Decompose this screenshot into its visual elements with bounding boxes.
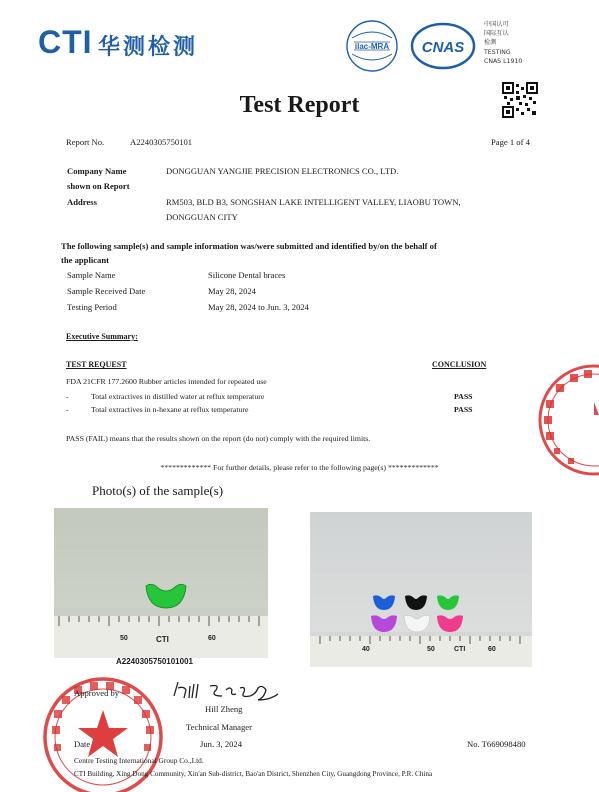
address-label: Address (67, 197, 97, 207)
photo2-ruler-cti: CTI (454, 646, 466, 653)
photo2-ruler-40: 40 (362, 646, 370, 653)
cnas-logo (410, 22, 476, 70)
test-1-result: PASS (454, 392, 473, 401)
testing-period-label: Testing Period (67, 302, 117, 312)
footer-company: Centre Testing International Group Co.,Ltd. (74, 756, 204, 765)
green-brace-sample (144, 580, 188, 610)
photo2-ruler-60: 60 (488, 646, 496, 653)
address-line-2: DONGGUAN CITY (166, 212, 238, 222)
photo1-ruler-cti: CTI (156, 635, 169, 644)
test-2-name: Total extractives in n-hexane at reflux temperature (91, 405, 249, 414)
handwritten-signature (170, 676, 282, 704)
intro-line-2: the applicant (61, 255, 109, 265)
test-2-result: PASS (454, 405, 473, 414)
signatory-title: Technical Manager (186, 722, 252, 732)
pass-fail-note: PASS (FAIL) means that the results shown on the report (do not) comply with the required limits. (66, 434, 371, 443)
photos-title: Photo(s) of the sample(s) (92, 483, 224, 498)
footer-address: CTI Building, Xing Dong Community, Xin'an Sub-district, Bao'an District, Shenzhen City, Guangdong Province, P.R. China (74, 770, 433, 778)
company-name: DONGGUAN YANGJIE PRECISION ELECTRONICS CO., LTD. (166, 166, 399, 176)
photo-caption: A2240305750101001 (116, 657, 193, 666)
cti-logo-chinese: 华测检测 (98, 35, 199, 60)
ilac-mra-logo (344, 18, 400, 74)
address-line-1: RM503, BLD B3, SONGSHAN LAKE INTELLIGENT VALLEY, LIAOBU TOWN, (166, 197, 461, 207)
test-request-header: TEST REQUEST (66, 360, 127, 369)
page-number: Page 1 of 4 (491, 137, 530, 147)
signatory-name: Hill Zheng (205, 704, 243, 714)
company-name-label: Company Name (67, 166, 127, 176)
report-no-label: Report No. (66, 137, 105, 147)
report-no: A2240305750101 (130, 137, 193, 147)
colored-braces-samples (368, 592, 478, 636)
sample-photo-1 (54, 508, 268, 658)
test-1-dash: - (66, 392, 69, 401)
conclusion-header: CONCLUSION (432, 360, 487, 369)
cti-logo: CTI (38, 24, 93, 60)
test-1-name: Total extractives in distilled water at reflux temperature (91, 392, 265, 401)
official-seal-right (532, 362, 599, 480)
date-label: Date (74, 739, 91, 749)
photo1-ruler-60: 60 (208, 635, 216, 642)
sample-photo-2 (310, 512, 532, 667)
test-2-dash: - (66, 405, 69, 414)
sample-name-label: Sample Name (67, 270, 116, 280)
certificate-number: No. T669098480 (467, 739, 526, 749)
sample-received-label: Sample Received Date (67, 286, 146, 296)
executive-summary-heading: Executive Summary: (66, 332, 138, 341)
cnas-accreditation-text: 中国认可 国际互认 检测 TESTING CNAS L1910 (484, 21, 523, 65)
sample-name-value: Silicone Dental braces (208, 270, 286, 280)
test-standard: FDA 21CFR 177.2600 Rubber articles intended for repeated use (66, 377, 267, 386)
intro-line-1: The following sample(s) and sample information was/were submitted and identified by/on the behalf of (61, 241, 437, 251)
details-note: ************* For further details, please refer to the following page(s) ************* (160, 463, 439, 472)
approved-by-label: Approved by (74, 688, 120, 698)
sample-received-value: May 28, 2024 (208, 286, 256, 296)
testing-period-value: May 28, 2024 to Jun. 3, 2024 (208, 302, 309, 312)
cnas-label: CNAS (421, 39, 465, 56)
company-name-label-2: shown on Report (67, 181, 130, 191)
photo1-ruler-50: 50 (120, 635, 128, 642)
date-value: Jun. 3, 2024 (200, 739, 243, 749)
report-title: Test Report (239, 92, 360, 118)
ilac-label: ilac-MRA (354, 42, 390, 51)
photo2-ruler-50: 50 (427, 646, 435, 653)
